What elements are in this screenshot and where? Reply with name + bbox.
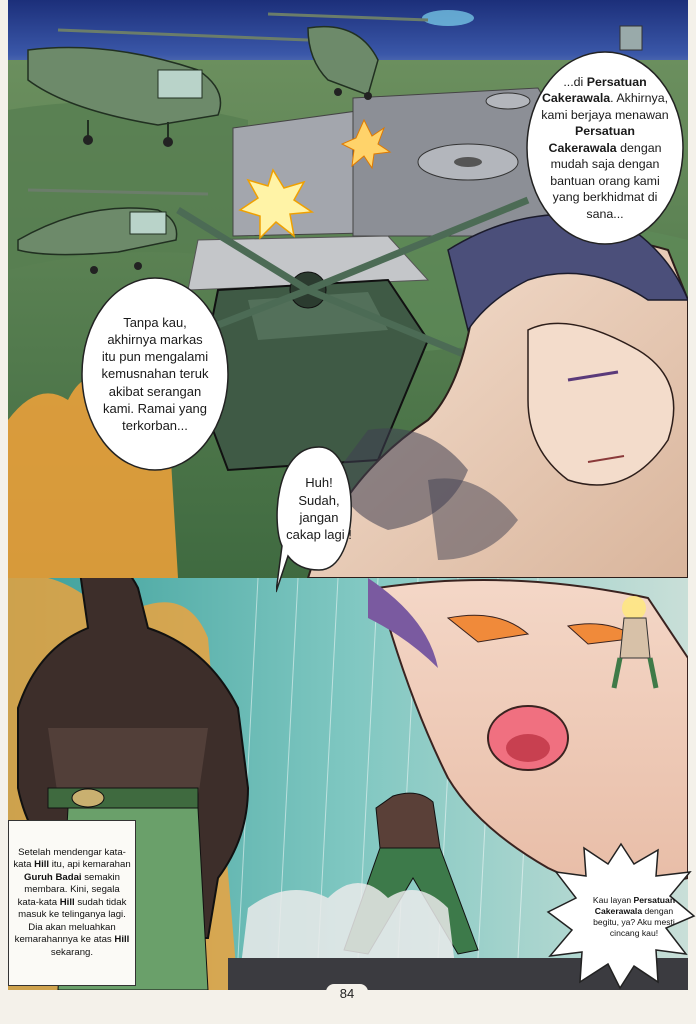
burst-text-container [582, 872, 686, 962]
bubble-text: Huh! Sudah, jangan cakap lagi ! [286, 475, 352, 543]
speech-bubble-top-right [525, 50, 685, 246]
caption-text: Setelah mendengar kata-kata Hill itu, api kemarahan Guruh Badai semakin membara. Kini, segala kata-kata Hill sudah tidak masuk ke telinganya lagi. Dia akan meluahkan kemarahannya ke atas Hill sekarang. [13, 846, 131, 958]
page-number: 84 [326, 984, 368, 1004]
speech-bubble-center [276, 446, 362, 572]
bubble-text: ...di Persatuan Cakerawala. Akhirnya, kami berjaya menawan Persatuan Cakerawala dengan mudah saja dengan bantuan orang kami yang berkhidmat di sana... [541, 74, 669, 221]
burst-text: Kau layan Persatuan Cakerawala dengan begitu, ya? Aku mesti cincang kau! [592, 895, 676, 938]
narration-caption [8, 820, 136, 986]
speech-bubble-left [80, 276, 230, 472]
bubble-text: Tanpa kau, akhirnya markas itu pun mengalami kemusnahan teruk akibat serangan kami. Ramai yang terkorban... [101, 314, 209, 434]
